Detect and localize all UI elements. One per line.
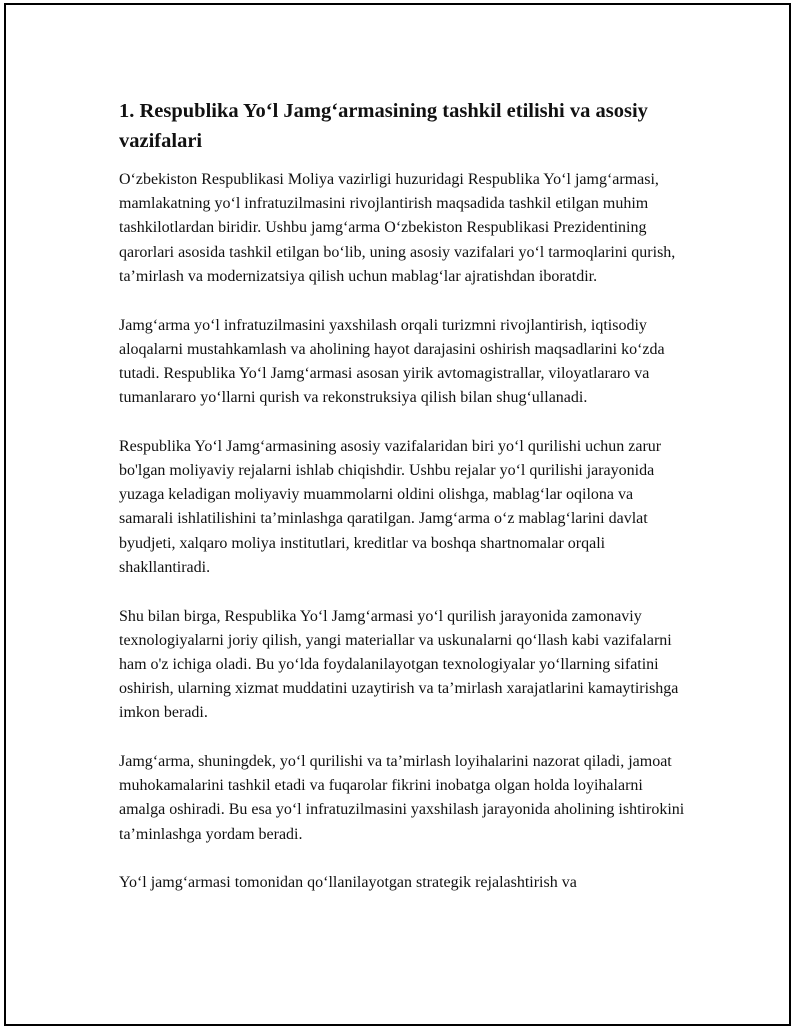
paragraph-5: Jamg‘arma, shuningdek, yo‘l qurilishi va ta’mirlash loyihalarini nazorat qiladi, jamoat muhokamalarini tashkil etadi va fuqarolar fikrini inobatga olgan holda loyihalarni amalga oshiradi. Bu esa yo‘l infratuzilmasini yaxshilash jarayonida aholining ishtirokini ta’minlashga yordam beradi.: [119, 753, 685, 843]
document-page: [4, 3, 791, 1026]
paragraph-6: Yo‘l jamg‘armasi tomonidan qo‘llanilayotgan strategik rejalashtirish va: [119, 874, 577, 892]
document-body: [119, 96, 689, 920]
paragraph-4: Shu bilan birga, Respublika Yo‘l Jamg‘armasi yo‘l qurilish jarayonida zamonaviy texnologiyalarni joriy qilish, yangi materiallar va uskunalarni qo‘llash kabi vazifalarni ham o'z ichiga oladi. Bu yo‘lda foydalanilayotgan texnologiyalar yo‘llarning sifatini oshirish, ularning xizmat muddatini uzaytirish va ta’mirlash xarajatlarini kamaytirishga imkon beradi.: [119, 607, 679, 722]
paragraph-3: Respublika Yo‘l Jamg‘armasining asosiy vazifalaridan biri yo‘l qurilishi uchun zarur bo'lgan moliyaviy rejalarni ishlab chiqishdir. Ushbu rejalar yo‘l qurilishi jarayonida yuzaga keladigan moliyaviy muammolarni oldini olishga, mablag‘lar oqilona va samarali ishlatilishini ta’minlashga qaratilgan. Jamg‘arma o‘z mablag‘larini davlat byudjeti, xalqaro moliya institutlari, kreditlar va boshqa shartnomalar orqali shakllantiradi.: [119, 437, 662, 576]
paragraph-2: Jamg‘arma yo‘l infratuzilmasini yaxshilash orqali turizmni rivojlantirish, iqtisodiy aloqalarni mustahkamlash va aholining hayot darajasini oshirish maqsadlarini ko‘zda tutadi. Respublika Yo‘l Jamg‘armasi asosan yirik avtomagistrallar, viloyatlararo va tumanlararo yo‘llarni qurish va rekonstruksiya qilish bilan shug‘ullanadi.: [119, 316, 665, 407]
paragraph-1: O‘zbekiston Respublikasi Moliya vazirligi huzuridagi Respublika Yo‘l jamg‘armasi, mamlakatning yo‘l infratuzilmasini rivojlantirish maqsadida tashkil etilgan muhim tashkilotlardan biridir. Ushbu jamg‘arma O‘zbekiston Respublikasi Prezidentining qarorlari asosida tashkil etilgan bo‘lib, uning asosiy vazifalari yo‘l tarmoqlarini qurish, ta’mirlash va modernizatsiya qilish uchun mablag‘lar ajratishdan iboratdir.: [119, 171, 676, 285]
section-heading: 1. Respublika Yo‘l Jamg‘armasining tashkil etilishi va asosiy vazifalari: [119, 100, 648, 152]
